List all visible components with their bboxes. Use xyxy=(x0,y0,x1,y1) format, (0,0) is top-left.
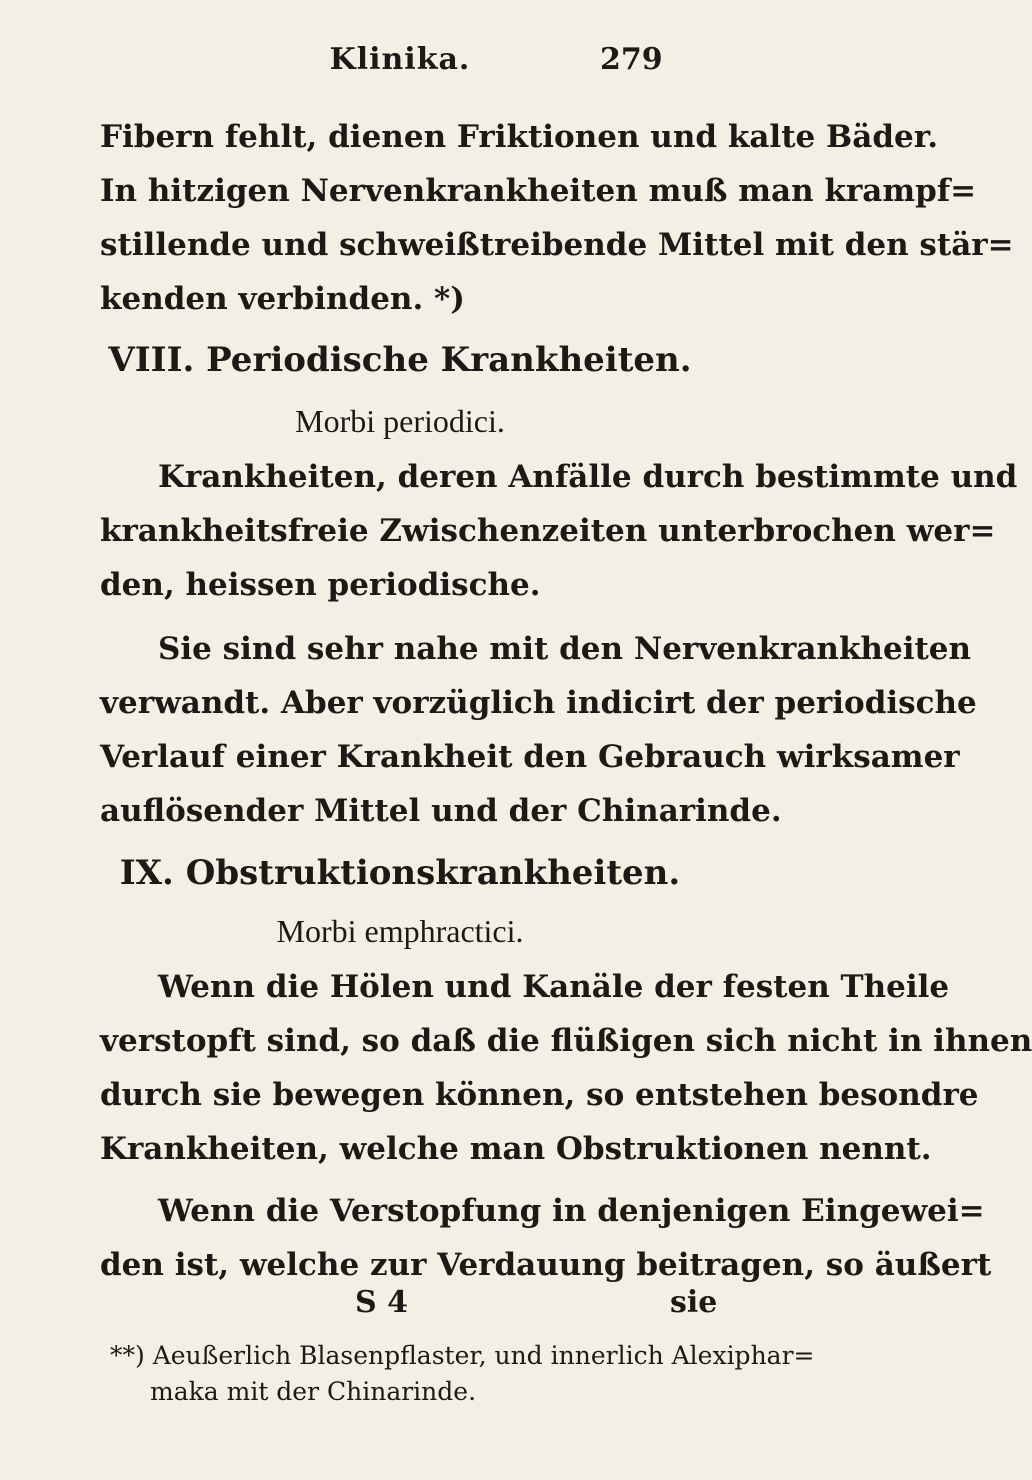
signature-line xyxy=(0,1285,800,1333)
body-line: Verlauf einer Krankheit den Gebrauch wirksamer xyxy=(100,739,960,775)
body-line: stillende und schweißtreibende Mittel mit den stär= xyxy=(100,227,1014,263)
section-heading-viii: VIII. Periodische Krankheiten. xyxy=(108,340,692,380)
running-head: Klinika. xyxy=(329,42,471,77)
latin-subtitle-ix xyxy=(0,912,800,950)
body-line: Krankheiten, welche man Obstruktionen nennt. xyxy=(100,1131,932,1167)
section-heading-ix: IX. Obstruktionskrankheiten. xyxy=(119,853,681,893)
signature-mark: S 4 xyxy=(355,1285,408,1320)
page-number: 279 xyxy=(600,42,663,77)
catchword: sie xyxy=(670,1285,718,1320)
body-line: krankheitsfreie Zwischenzeiten unterbrochen wer= xyxy=(100,513,996,549)
footnote-line: **) Aeußerlich Blasenpflaster, und innerlich Alexiphar= xyxy=(110,1341,815,1370)
footnote-line: maka mit der Chinarinde. xyxy=(150,1377,477,1406)
latin-subtitle-text: Morbi emphractici. xyxy=(276,913,524,949)
body-line: den, heissen periodische. xyxy=(100,567,541,603)
latin-subtitle-text: Morbi periodici. xyxy=(295,403,505,439)
body-line: verwandt. Aber vorzüglich indicirt der periodische xyxy=(100,685,977,721)
body-line: verstopft sind, so daß die flüßigen sich nicht in ihnen xyxy=(100,1023,1032,1059)
body-line: Wenn die Hölen und Kanäle der festen Theile xyxy=(158,969,950,1005)
body-line: In hitzigen Nervenkrankheiten muß man krampf= xyxy=(100,173,977,209)
body-line: den ist, welche zur Verdauung beitragen, so äußert xyxy=(100,1247,992,1283)
body-line: durch sie bewegen können, so entstehen besondre xyxy=(100,1077,979,1113)
latin-subtitle-viii xyxy=(0,402,800,440)
body-line: Krankheiten, deren Anfälle durch bestimmte und xyxy=(158,459,1018,495)
body-line: Sie sind sehr nahe mit den Nervenkrankheiten xyxy=(158,631,972,667)
page-header xyxy=(0,42,800,92)
body-line: Wenn die Verstopfung in denjenigen Eingewei= xyxy=(158,1193,985,1229)
body-line: kenden verbinden. *) xyxy=(100,281,465,317)
body-line: auflösender Mittel und der Chinarinde. xyxy=(100,793,782,829)
body-line: Fibern fehlt, dienen Friktionen und kalte Bäder. xyxy=(100,119,938,155)
